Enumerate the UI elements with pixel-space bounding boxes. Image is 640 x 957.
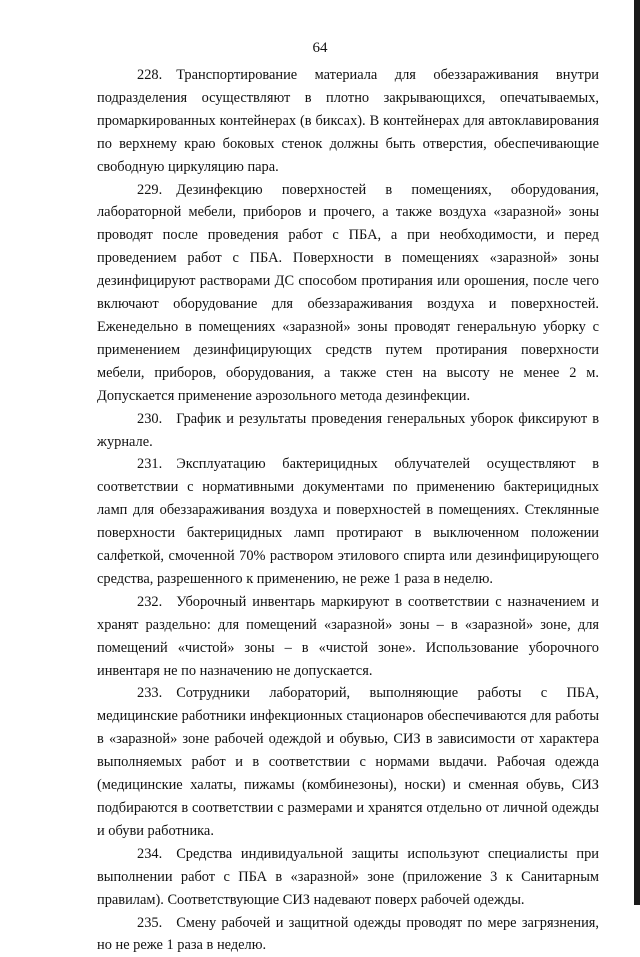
paragraph-number: 233. xyxy=(137,685,163,702)
paragraph-number: 235. xyxy=(137,914,163,931)
paragraph-text: Средства индивидуальной защиты используют специалисты при выполнении работ с ПБА в «заразной» зоне (приложение 3 к Санитарным правилам). Соответствующие СИЗ надевают поверх рабочей одежды. xyxy=(97,845,599,908)
paragraph-number: 231. xyxy=(137,456,163,473)
paragraph-number: 232. xyxy=(137,593,163,610)
paragraph-232 xyxy=(97,591,599,683)
paragraph-text: Транспортирование материала для обеззараживания внутри подразделения осуществляют в плотно закрывающихся, опечатываемых, промаркированных контейнерах (в биксах). В контейнерах для автоклавирования по верхнему краю боковых стенок должны быть отверстия, обеспечивающие свободную циркуляцию пара. xyxy=(97,67,599,175)
paragraph-231 xyxy=(97,453,599,590)
paragraph-228 xyxy=(97,64,599,179)
paragraph-text: Сотрудники лабораторий, выполняющие работы с ПБА, медицинские работники инфекционных стационаров обеспечиваются для работы в «заразной» зоне рабочей одеждой и обувью, СИЗ в зависимости от характера выполняемых работ и в соответствии с нормами выдачи. Рабочая одежда (медицинские халаты, пижамы (комбинезоны), носки) и сменная обувь, СИЗ подбираются в соответствии с размерами и хранятся отдельно от личной одежды и обуви работника. xyxy=(97,685,599,839)
paragraph-230 xyxy=(97,408,599,454)
page-edge-shadow xyxy=(634,0,640,905)
paragraph-235 xyxy=(97,912,599,957)
paragraph-number: 229. xyxy=(137,181,163,198)
paragraph-text: Смену рабочей и защитной одежды проводят по мере загрязнения, но не реже 1 раза в неделю. xyxy=(97,914,599,954)
page-number: 64 xyxy=(312,40,328,56)
paragraph-233 xyxy=(97,682,599,842)
paragraph-text: Уборочный инвентарь маркируют в соответствии с назначением и хранят раздельно: для помещений «заразной» зоны – в «заразной» зоне, для помещений «чистой» зоны – в «чистой зоне». Использование уборочного инвентаря не по назначению не допускается. xyxy=(97,593,599,679)
paragraph-text: Дезинфекцию поверхностей в помещениях, оборудования, лабораторной мебели, приборов и прочего, а также воздуха «заразной» зоны проводят после проведения работ с ПБА, а при необходимости, и перед проведением работ с ПБА. Поверхности в помещениях «заразной» зоны дезинфицируют растворами ДС способом протирания или орошения, после чего включают оборудование для обеззараживания воздуха и поверхностей. Еженедельно в помещениях «заразной» зоны проводят генеральную уборку с применением дезинфицирующих средств путем протирания поверхности мебели, приборов, оборудования, а также стен на высоту не менее 2 м. Допускается применение аэрозольного метода дезинфекции. xyxy=(97,181,599,404)
paragraph-text: График и результаты проведения генеральных уборок фиксируют в журнале. xyxy=(97,410,599,450)
paragraph-text: Эксплуатацию бактерицидных облучателей осуществляют в соответствии с нормативными документами по применению бактерицидных ламп для обеззараживания воздуха и поверхностей в помещениях. Стеклянные поверхности бактерицидных ламп протирают в выключенном положении салфеткой, смоченной 70% раствором этилового спирта или дезинфицирующего средства, разрешенного к применению, не реже 1 раза в неделю. xyxy=(97,456,599,587)
paragraph-number: 234. xyxy=(137,845,163,862)
paragraph-number: 230. xyxy=(137,410,163,427)
paragraph-234 xyxy=(97,843,599,912)
paragraph-229 xyxy=(97,179,599,408)
document-body xyxy=(97,64,599,957)
paragraph-number: 228. xyxy=(137,67,163,83)
